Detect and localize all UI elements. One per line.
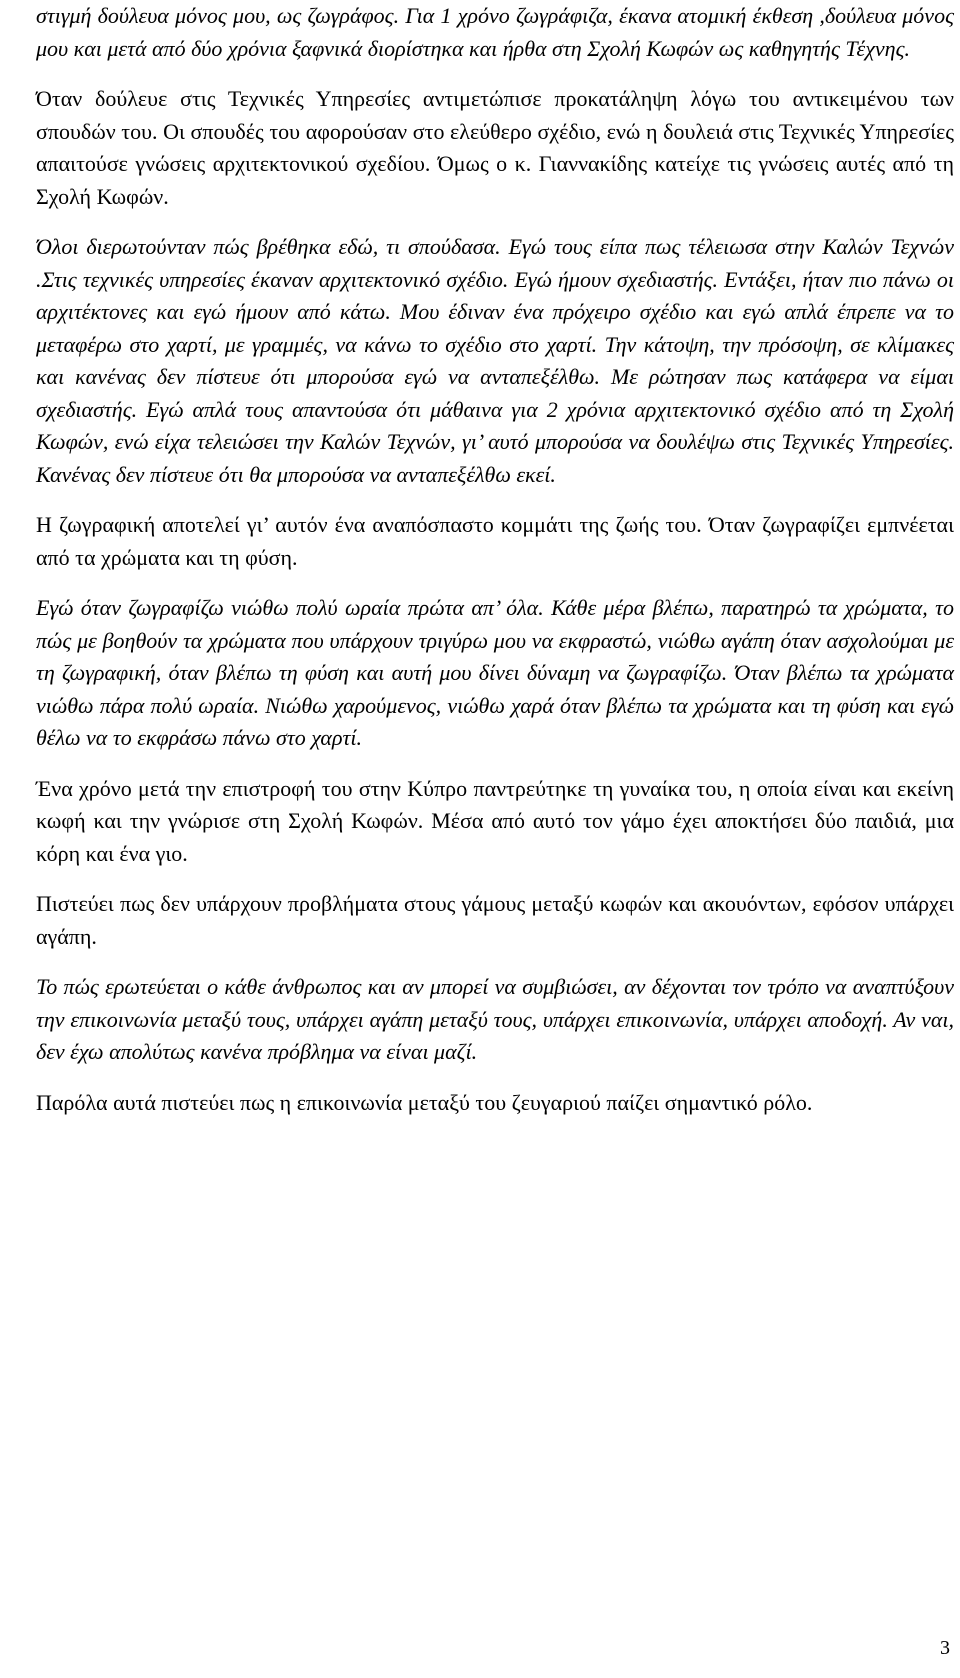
paragraph-gap — [36, 755, 954, 773]
paragraph-2: Η ζωγραφική αποτελεί γι’ αυτόν ένα αναπόσπαστο κομμάτι της ζωής του. Όταν ζωγραφίζει εμπνέεται από τα χρώματα και τη φύση. — [36, 512, 954, 570]
paragraph-gap — [36, 213, 954, 231]
paragraph-gap — [36, 870, 954, 888]
paragraph-gap — [36, 953, 954, 971]
paragraph-gap — [36, 1069, 954, 1087]
page-number: 3 — [940, 1637, 950, 1659]
paragraph-quote-2: Όλοι διερωτούνταν πώς βρέθηκα εδώ, τι σπούδασα. Εγώ τους είπα πως τέλειωσα στην Καλών Τεχνών .Στις τεχνικές υπηρεσίες έκαναν αρχιτεκτονικό σχέδιο. Εγώ ήμουν σχεδιαστής. Εντάξει, ήταν πιο πάνω οι αρχιτέκτονες και εγώ ήμουν από κάτω. Μου έδιναν ένα πρόχειρο σχέδιο και εγώ απλά έπρεπε να το μεταφέρω στο χαρτί, με γραμμές, να κάνω το σχέδιο στο χαρτί. Την κάτοψη, την πρόσοψη, σε κλίμακες και κανένας δεν πίστευε ότι μπορούσα εγώ να ανταπεξέλθω. Με ρώτησαν πως κατάφερα να είμαι σχεδιαστής. Εγώ απλά τους απαντούσα ότι μάθαινα για 2 χρόνια αρχιτεκτονικό σχέδιο από τη Σχολή Κωφών, ενώ είχα τελειώσει την Καλών Τεχνών, γι’ αυτό μπορούσα να δουλέψω στις Τεχνικές Υπηρεσίες. Κανένας δεν πίστευε ότι θα μπορούσα να ανταπεξέλθω εκεί. — [36, 234, 954, 487]
paragraph-gap — [36, 574, 954, 592]
paragraph-gap — [36, 491, 954, 509]
paragraph-3: Ένα χρόνο μετά την επιστροφή του στην Κύπρο παντρεύτηκε τη γυναίκα του, η οποία είναι και εκείνη κωφή και την γνώρισε στη Σχολή Κωφών. Μέσα από αυτό τον γάμο έχει αποκτήσει δύο παιδιά, μια κόρη και ένα γιο. — [36, 775, 954, 866]
paragraph-quote-4: Το πώς ερωτεύεται ο κάθε άνθρωπος και αν μπορεί να συμβιώσει, αν δέχονται τον τρόπο να αναπτύξουν την επικοινωνία μεταξύ τους, υπάρχει αγάπη μεταξύ τους, υπάρχει επικοινωνία, υπάρχει αποδοχή. Αν ναι, δεν έχω απολύτως κανένα πρόβλημα να είναι μαζί. — [36, 974, 954, 1064]
paragraph-5: Παρόλα αυτά πιστεύει πως η επικοινωνία μεταξύ του ζευγαριού παίζει σημαντικό ρόλο. — [36, 1089, 813, 1115]
paragraph-quote-3: Εγώ όταν ζωγραφίζω νιώθω πολύ ωραία πρώτα απ’ όλα. Κάθε μέρα βλέπω, παρατηρώ τα χρώματα, το πώς με βοηθούν τα χρώματα που υπάρχουν τριγύρω μου να εκφραστώ, νιώθω αγάπη όταν ασχολούμαι με τη ζωγραφική, όταν βλέπω τη φύση και αυτή μου δίνει δύναμη να ζωγραφίζω. Όταν βλέπω τα χρώματα νιώθω πάρα πολύ ωραία. Νιώθω χαρούμενος, νιώθω χαρά όταν βλέπω τα χρώματα και τη φύση και εγώ θέλω να το εκφράσω πάνω στο χαρτί. — [36, 595, 954, 750]
paragraph-4: Πιστεύει πως δεν υπάρχουν προβλήματα στους γάμους μεταξύ κωφών και ακουόντων, εφόσον υπάρχει αγάπη. — [36, 891, 954, 949]
paragraph-1: Όταν δούλευε στις Τεχνικές Υπηρεσίες αντιμετώπισε προκατάληψη λόγω του αντικειμένου των σπουδών του. Οι σπουδές του αφορούσαν στο ελεύθερο σχέδιο, ενώ η δουλειά στις Τεχνικές Υπηρεσίες απαιτούσε γνώσεις αρχιτεκτονικού σχεδίου. Όμως ο κ. Γιαννακίδης κατείχε τις γνώσεις αυτές από τη Σχολή Κωφών. — [36, 86, 954, 209]
paragraph-gap — [36, 65, 954, 83]
document-page — [36, 0, 954, 1119]
paragraph-quote-1: στιγμή δούλευα μόνος μου, ως ζωγράφος. Για 1 χρόνο ζωγράφιζα, έκανα ατομική έκθεση ,δούλευα μόνος μου και μετά από δύο χρόνια ξαφνικά διορίστηκα και ήρθα στη Σχολή Κωφών ως καθηγητής Τέχνης. — [36, 3, 954, 61]
